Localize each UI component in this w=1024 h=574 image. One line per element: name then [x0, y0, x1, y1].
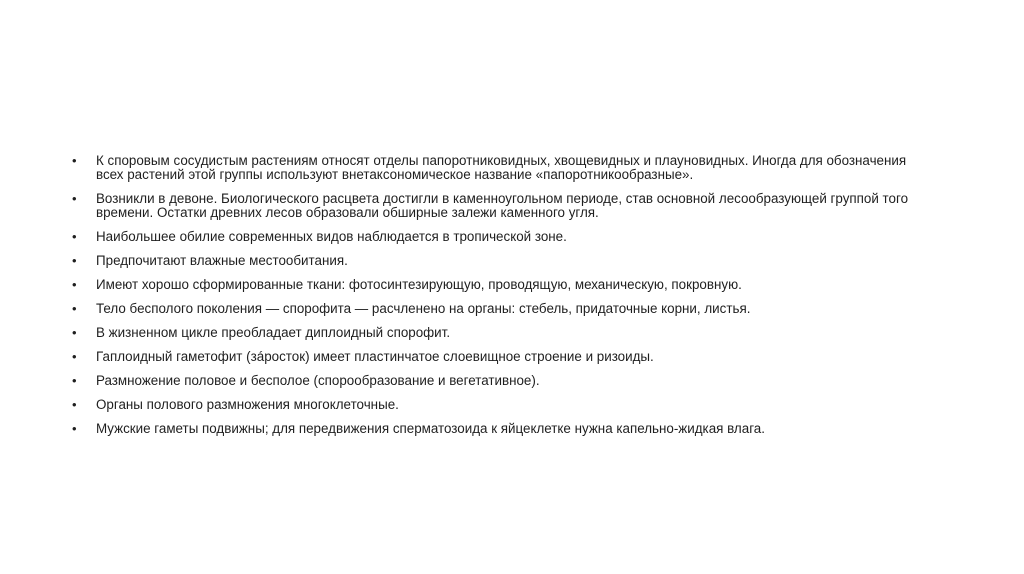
bullet-marker: •	[72, 191, 77, 206]
list-item-text: К споровым сосудистым растениям относят отделы папоротниковидных, хвощевидных и плауновидных. Иногда для обозначения всех растений этой группы используют внетаксономическое название «папоротникообразные».	[96, 153, 907, 182]
list-item	[72, 422, 922, 436]
list-item	[72, 326, 922, 340]
list-item-text: Мужские гаметы подвижны; для передвижения сперматозоида к яйцеклетке нужна капельно-жидкая влага.	[96, 421, 765, 436]
bullet-marker: •	[72, 397, 77, 412]
list-item-text: Наибольшее обилие современных видов наблюдается в тропической зоне.	[96, 229, 567, 244]
bullet-marker: •	[72, 421, 77, 436]
list-item-text: Размножение половое и бесполое (спорообразование и вегетативное).	[96, 373, 540, 388]
list-item-text: Возникли в девоне. Биологического расцвета достигли в каменноугольном периоде, став основной лесообразующей группой того времени. Остатки древних лесов образовали обширные залежи каменного угля.	[96, 191, 909, 220]
list-item-text: В жизненном цикле преобладает диплоидный спорофит.	[96, 325, 451, 340]
list-item	[72, 230, 922, 244]
list-item-text: Предпочитают влажные местообитания.	[96, 253, 348, 268]
list-item	[72, 278, 922, 292]
bullet-marker: •	[72, 349, 77, 364]
bullet-marker: •	[72, 153, 77, 168]
list-item	[72, 374, 922, 388]
bullet-marker: •	[72, 229, 77, 244]
list-item	[72, 154, 922, 182]
bullet-marker: •	[72, 373, 77, 388]
bullet-list	[72, 154, 922, 446]
list-item	[72, 350, 922, 364]
list-item	[72, 254, 922, 268]
list-item	[72, 192, 922, 220]
list-item-text: Имеют хорошо сформированные ткани: фотосинтезирующую, проводящую, механическую, покровную.	[96, 277, 742, 292]
bullet-marker: •	[72, 301, 77, 316]
list-item-text: Органы полового размножения многоклеточные.	[96, 397, 399, 412]
list-item-text: Гаплоидный гаметофит (зáросток) имеет пластинчатое слоевищное строение и ризоиды.	[96, 349, 654, 364]
list-item-text: Тело бесполого поколения — спорофита — расчленено на органы: стебель, придаточные корни, листья.	[96, 301, 751, 316]
list-item	[72, 398, 922, 412]
bullet-marker: •	[72, 325, 77, 340]
list-item	[72, 302, 922, 316]
bullet-marker: •	[72, 277, 77, 292]
bullet-marker: •	[72, 253, 77, 268]
